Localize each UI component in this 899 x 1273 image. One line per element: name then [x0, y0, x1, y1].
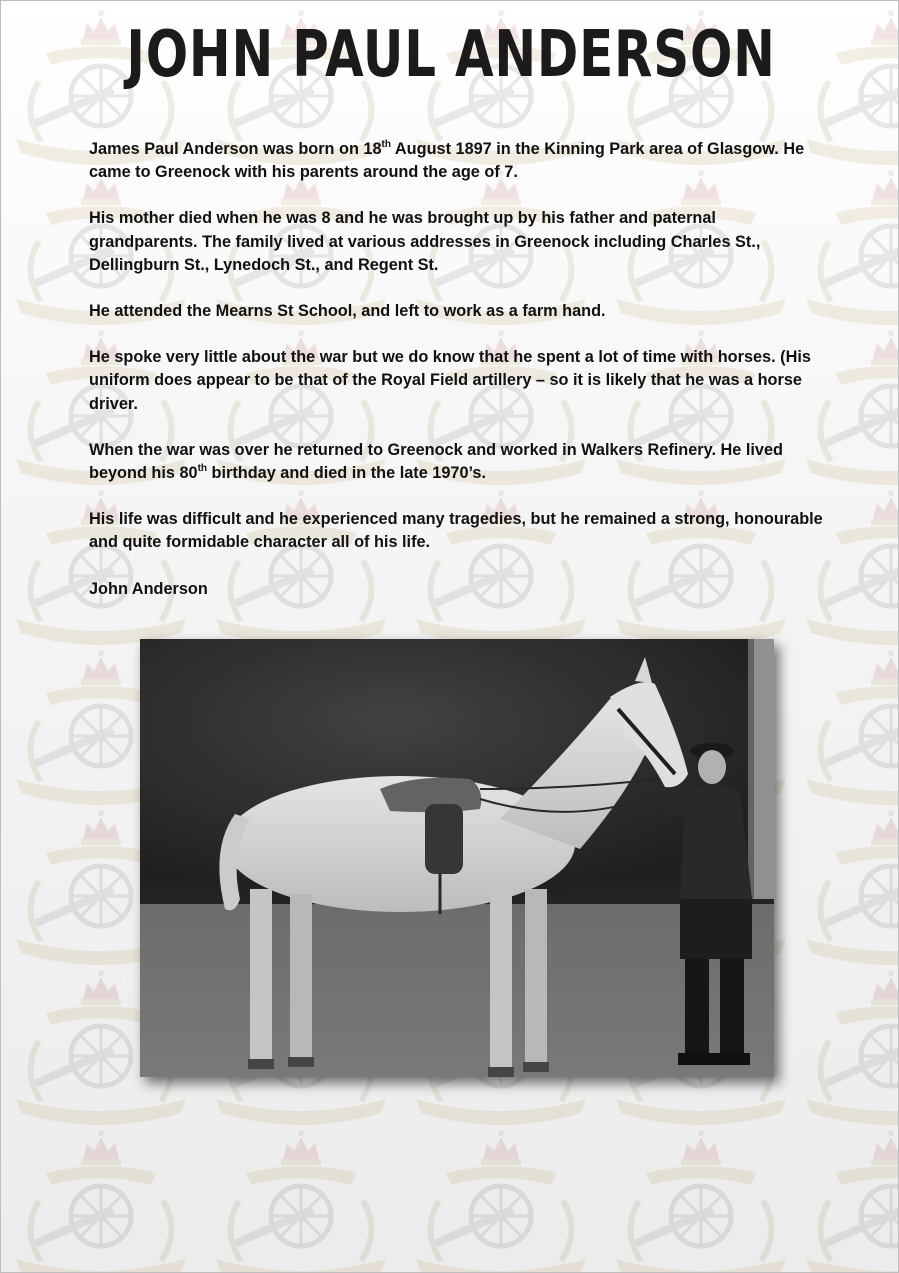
watermark-badge: [806, 970, 899, 1125]
watermark-badge: [806, 1130, 899, 1273]
horse-and-soldier-image: [140, 639, 774, 1077]
ordinal-suffix: th: [381, 139, 391, 150]
paragraph-birth-part-1: James Paul Anderson was born on 18: [89, 140, 382, 158]
paragraph-war: He spoke very little about the war but we do know that he spent a lot of time with horses. (His uniform does appear to be that of the Royal Field artillery – so it is likely that he was a horse driver.: [89, 348, 811, 413]
ordinal-suffix: th: [197, 463, 208, 475]
watermark-badge: [616, 1130, 786, 1273]
paragraph-family: His mother died when he was 8 and he was brought up by his father and paternal grandparents. The family lived at various addresses in Greenock including Charles St., Dellingburn St., Lynedoch St., and Regent St.: [89, 209, 761, 274]
biography-text: [89, 138, 829, 624]
paragraph-character: His life was difficult and he experienced many tragedies, but he remained a strong, honourable and quite formidable character all of his life.: [89, 510, 823, 552]
watermark-badge: [16, 1130, 186, 1273]
watermark-badge: [806, 810, 899, 965]
paragraph-birth: [89, 138, 829, 184]
watermark-badge: [806, 650, 899, 805]
page-title: JOHN PAUL ANDERSON: [126, 18, 776, 92]
paragraph-after-war-part-2: birthday and died in the late 1970’s.: [207, 464, 486, 483]
signature: John Anderson: [89, 579, 208, 598]
paragraph-school: He attended the Mearns St School, and left to work as a farm hand.: [89, 302, 606, 321]
historic-photo: [140, 639, 774, 1077]
watermark-badge: [416, 1130, 586, 1273]
paragraph-birth-part-2: August 1897 in the Kinning Park area of Glasgow. He came to Greenock with his parents around the age of 7.: [89, 140, 805, 182]
watermark-badge: [216, 1130, 386, 1273]
paragraph-after-war: [89, 439, 829, 485]
paragraph-after-war-part-1: When the war was over he returned to Greenock and worked in Walkers Refinery. He lived beyond his 80: [89, 440, 783, 483]
